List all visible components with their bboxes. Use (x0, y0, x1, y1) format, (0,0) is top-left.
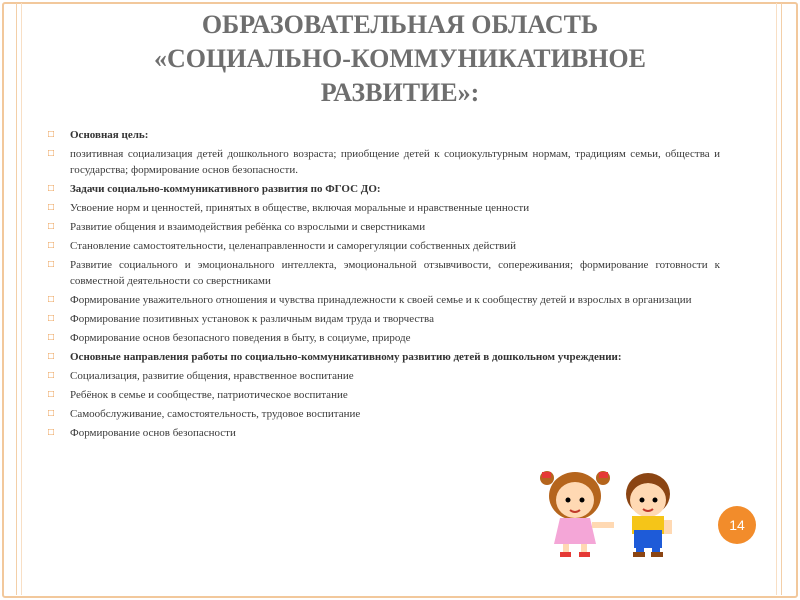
bullet-square-icon: □ (48, 389, 55, 400)
page-number-badge (718, 506, 756, 544)
bullet-square-icon: □ (48, 294, 55, 305)
bullet-text: Формирование уважительного отношения и чувства принадлежности к своей семье и к сообществу детей и взрослых в организации (70, 294, 692, 306)
bullet-item (48, 349, 720, 365)
bullet-item (48, 311, 720, 327)
page-number: 14 (729, 517, 745, 533)
slide-title (60, 8, 740, 110)
bullet-text: позитивная социализация детей дошкольного возраста; приобщение детей к социокультурным нормам, традициям семьи, общества и государства; формирование основ безопасности. (70, 148, 720, 176)
bullet-text: Социализация, развитие общения, нравственное воспитание (70, 370, 354, 382)
bullet-text: Формирование основ безопасности (70, 427, 236, 439)
bullet-text: Основная цель: (70, 129, 149, 141)
bullet-square-icon: □ (48, 427, 55, 438)
bullet-square-icon: □ (48, 332, 55, 343)
bullet-square-icon: □ (48, 240, 55, 251)
bullet-item (48, 127, 720, 143)
bullet-item (48, 181, 720, 197)
bullet-list (48, 127, 720, 444)
girl-figure (540, 471, 614, 557)
bullet-text: Усвоение норм и ценностей, принятых в обществе, включая моральные и нравственные ценности (70, 202, 530, 214)
bullet-square-icon: □ (48, 129, 55, 140)
bullet-item (48, 146, 720, 178)
bullet-text: Самообслуживание, самостоятельность, трудовое воспитание (70, 408, 361, 420)
children-clipart (530, 452, 690, 560)
bullet-square-icon: □ (48, 408, 55, 419)
bullet-item (48, 238, 720, 254)
bullet-square-icon: □ (48, 313, 55, 324)
bullet-text: Становление самостоятельности, целенаправленности и саморегуляции собственных действий (70, 240, 516, 252)
bullet-square-icon: □ (48, 183, 55, 194)
bullet-text: Формирование основ безопасного поведения в быту, в социуме, природе (70, 332, 411, 344)
bullet-item (48, 200, 720, 216)
bullet-item (48, 330, 720, 346)
title-line-2: «СОЦИАЛЬНО-КОММУНИКАТИВНОЕ (154, 44, 646, 73)
bullet-item (48, 257, 720, 289)
bullet-item (48, 368, 720, 384)
boy-figure (626, 473, 672, 557)
bullet-text: Задачи социально-коммуникативного развития по ФГОС ДО: (70, 183, 381, 195)
bullet-text: Развитие социального и эмоционального интеллекта, эмоциональной отзывчивости, сопереживания; формирование готовности к совместной деятельности со сверстниками (70, 259, 720, 287)
bullet-item (48, 387, 720, 403)
bullet-square-icon: □ (48, 370, 55, 381)
bullet-square-icon: □ (48, 351, 55, 362)
bullet-square-icon: □ (48, 221, 55, 232)
bullet-text: Развитие общения и взаимодействия ребёнка со взрослыми и сверстниками (70, 221, 426, 233)
bullet-text: Ребёнок в семье и сообществе, патриотическое воспитание (70, 389, 348, 401)
bullet-text: Формирование позитивных установок к различным видам труда и творчества (70, 313, 434, 325)
title-line-3: РАЗВИТИЕ»: (320, 78, 480, 107)
bullet-item (48, 292, 720, 308)
bullet-item (48, 406, 720, 422)
bullet-item (48, 425, 720, 441)
bullet-item (48, 219, 720, 235)
title-line-1: ОБРАЗОВАТЕЛЬНАЯ ОБЛАСТЬ (201, 10, 599, 39)
bullet-square-icon: □ (48, 259, 55, 270)
bullet-square-icon: □ (48, 202, 55, 213)
bullet-text: Основные направления работы по социально-коммуникативному развитию детей в дошкольном учреждении: (70, 351, 622, 363)
bullet-square-icon: □ (48, 148, 55, 159)
